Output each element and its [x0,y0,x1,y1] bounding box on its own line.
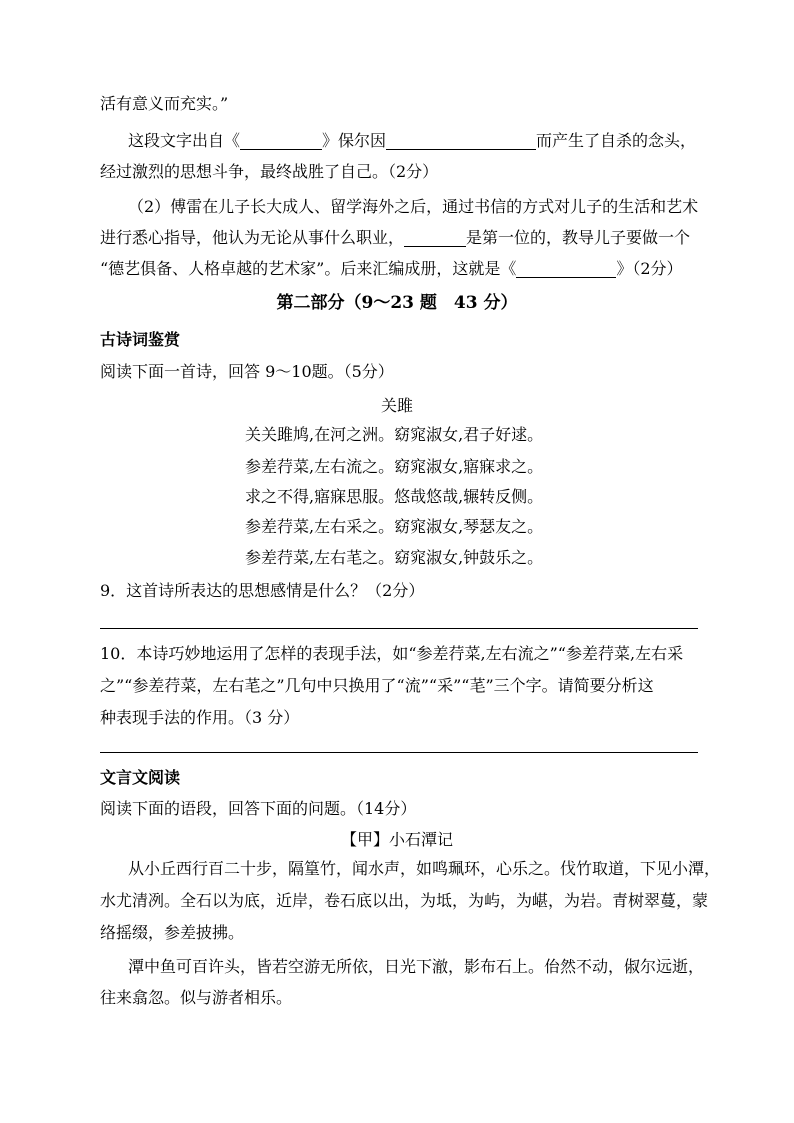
passage-line: 水尤清冽。全石以为底，近岸，卷石底以出，为坻，为屿，为嵁，为岩。青树翠蔓，蒙 [100,891,709,910]
question-10-line: 种表现手法的作用。（3 分） [100,708,300,727]
poem-line: 参差荇菜,左右采之。窈窕淑女,琴瑟友之。 [245,517,544,536]
passage-line: 从小丘西行百二十步，隔篁竹，闻水声，如鸣珮环，心乐之。伐竹取道，下见小潭， [128,859,721,878]
text-fragment: 进行悉心指导，他认为无论从事什么职业， [100,228,405,247]
fill-in-question-line [100,227,690,249]
text-fragment: 而产生了自杀的念头， [536,131,697,150]
part-heading: 第二部分（9～23 题 43 分） [276,293,518,313]
text-fragment: “德艺俱备、人格卓越的艺术家”。后来汇编成册，这就是《 [100,259,517,278]
passage-title: 【甲】小石潭记 [340,830,453,849]
question-10-line: 之”“参差荇菜，左右芼之”几句中只换用了“流”“采”“芼”三个字。请简要分析这 [100,676,654,695]
text-line: 经过激烈的思想斗争，最终战胜了自己。（2分） [100,162,439,181]
answer-line[interactable] [100,628,698,629]
text-fragment: 是第一位的，教导儿子要做一个 [466,228,691,247]
section-title: 古诗词鉴赏 [100,330,181,349]
fill-in-question-line [100,258,683,280]
poem-line: 参差荇菜,左右流之。窈窕淑女,寤寐求之。 [245,457,544,476]
answer-blank[interactable] [240,133,322,150]
poem-title: 关雎 [380,396,413,415]
poem-line: 参差荇菜,左右芼之。窈窕淑女,钟鼓乐之。 [245,548,544,567]
question-10-line: 10．本诗巧妙地运用了怎样的表现手法，如“参差荇菜,左右流之”“参差荇菜,左右采 [100,644,684,663]
instruction-text: 阅读下面一首诗，回答 9～10题。（5分） [100,362,394,381]
fill-in-question-line [128,130,696,152]
answer-blank[interactable] [386,133,536,150]
text-fragment: 》保尔因 [322,131,387,150]
answer-line[interactable] [100,752,698,753]
text-line: （2）傅雷在儿子长大成人、留学海外之后，通过书信的方式对儿子的生活和艺术 [128,197,699,216]
instruction-text: 阅读下面的语段，回答下面的问题。（14分） [100,799,417,818]
text-line: 活有意义而充实。” [100,94,229,113]
poem-line: 关关雎鸠,在河之洲。窈窕淑女,君子好逑。 [245,425,544,444]
passage-line: 潭中鱼可百许头，皆若空游无所依，日光下澈，影布石上。佁然不动，俶尔远逝， [128,957,705,976]
text-fragment: 》（2分） [616,259,683,278]
section-title: 文言文阅读 [100,768,181,787]
answer-blank[interactable] [404,230,466,247]
passage-line: 络摇缀，参差披拂。 [100,923,245,942]
answer-blank[interactable] [516,261,616,278]
poem-line: 求之不得,寤寐思服。悠哉悠哉,辗转反侧。 [245,487,544,506]
text-fragment: 这段文字出自《 [128,131,241,150]
question-9: 9．这首诗所表达的思想感情是什么？（2分） [100,581,425,600]
passage-line: 往来翕忽。似与游者相乐。 [100,988,293,1007]
